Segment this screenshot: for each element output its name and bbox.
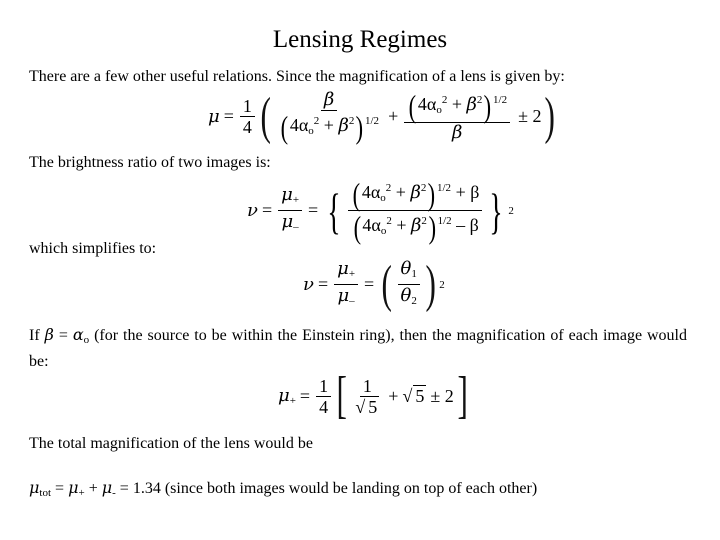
paragraph-total-value: $\mu_{tot} = \mu_+ + \mu_- = 1.34$ (since both images would be landing on top of each other) bbox=[29, 478, 538, 499]
page-title: Lensing Regimes bbox=[272, 26, 448, 53]
eq2-frac: $\frac{(4\alpha_o^2 + \beta^2) ^{1/2} + \beta}{(4\alpha_o^2 + \beta^2) ^{1/2} - \beta}$ bbox=[348, 178, 482, 243]
eq1-right-paren: ) bbox=[544, 87, 556, 145]
eq1-pm2: ± 2 bbox=[518, 106, 542, 126]
eq2-nu: ν bbox=[247, 200, 258, 221]
eq1-plus: + bbox=[388, 106, 399, 126]
equation-mu-plus: $\mu_+$ = $\frac{1}{4}$ [ $\frac{1}{√ 5}$ + √ 5 ± 2 ] bbox=[278, 367, 468, 424]
equation-theta-ratio: ν = $\frac{\mu_+}{\mu_-}$ = ( $\frac{\theta_1}{\theta_2}$ ) 2 bbox=[303, 255, 445, 313]
eq2-right-brace: } bbox=[489, 182, 503, 239]
equation-magnification bbox=[208, 87, 559, 145]
eq1-left-paren: ( bbox=[260, 87, 271, 145]
paragraph-brightness: The brightness ratio of two images is: bbox=[29, 154, 271, 171]
paragraph-simplifies: which simplifies to: bbox=[29, 240, 157, 257]
eq1-mu: μ bbox=[208, 106, 220, 127]
equation-brightness-ratio: ν = $\frac{\mu_+}{\mu_-}$ = { $\frac{(4\alpha_o^2 + \beta^2) ^{1/2} + \beta}{(4\alpha_o^2 + \beta^2) ^{1/2} - \beta}$ } 2 bbox=[247, 176, 514, 245]
paragraph-einstein-ring: If $\beta = \alpha_o$ (for the source to be within the Einstein ring), then the magnification of each image would be: bbox=[29, 325, 688, 370]
paragraph-total: The total magnification of the lens would be bbox=[29, 435, 313, 452]
paragraph-intro: There are a few other useful relations. Since the magnification of a lens is given by: bbox=[29, 68, 565, 85]
eq1-equals: = bbox=[223, 106, 234, 126]
eq2-left-brace: { bbox=[327, 182, 341, 239]
eq2-mu-ratio: $\frac{\mu_+}{\mu_-}$ bbox=[278, 184, 302, 237]
eq1-quarter: $\frac{1}{4}$ bbox=[240, 96, 255, 137]
eq1-frac2: $\frac{(4\alpha_o^2 + \beta^2) ^{1/2}}{\beta}$ bbox=[404, 90, 510, 143]
eq1-frac1: $\frac{\beta}{(4\alpha_o^2 + \beta^2) ^{1/2}}$ bbox=[280, 89, 380, 145]
